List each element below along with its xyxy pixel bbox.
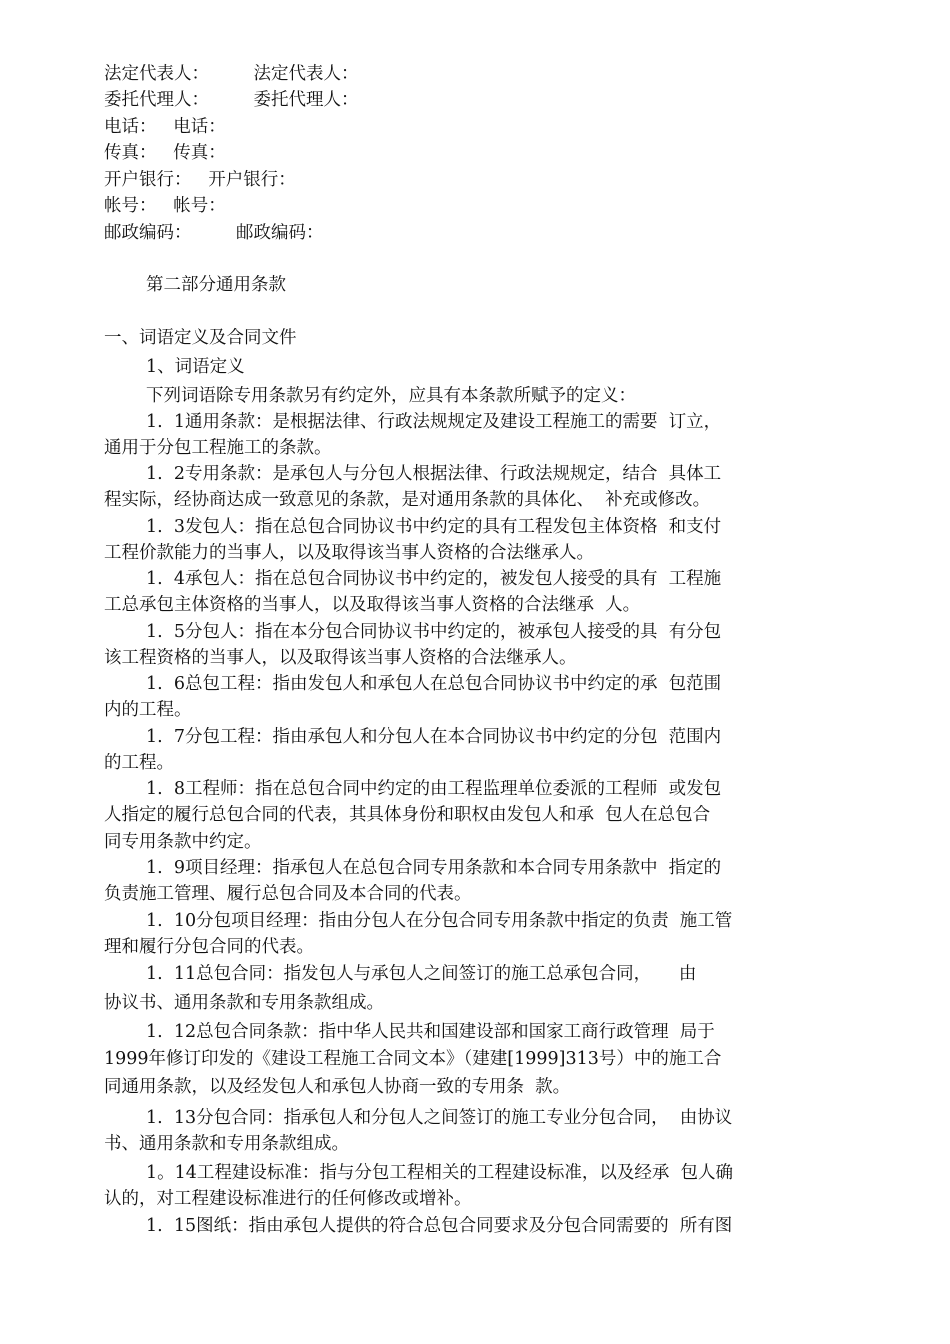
field-account: 帐号： 帐号： <box>104 196 226 216</box>
field-postcode: 邮政编码： 邮政编码： <box>104 223 324 243</box>
definition-11-line1: 1. 11总包合同：指发包人与承包人之间签订的施工总承包合同， 由 <box>146 964 697 984</box>
definition-8-line2: 人指定的履行总包合同的代表，其具体身份和职权由发包人和承 包人在总包合 <box>104 805 711 825</box>
definition-12-line3: 同通用条款，以及经发包人和承包人协商一致的专用条 款。 <box>104 1077 571 1097</box>
definition-8-line1: 1. 8工程师：指在总包合同中约定的由工程监理单位委派的工程师 或发包 <box>146 779 722 799</box>
definition-4-line2: 工总承包主体资格的当事人，以及取得该当事人资格的合法继承 人。 <box>104 595 641 615</box>
field-bank: 开户银行： 开户银行： <box>104 170 296 190</box>
definitions-intro: 下列词语除专用条款另有约定外，应具有本条款所赋予的定义： <box>146 386 636 406</box>
section-title: 一、词语定义及合同文件 <box>104 328 297 348</box>
definition-9-line2: 负责施工管理、履行总包合同及本合同的代表。 <box>104 884 472 904</box>
definition-6-line2: 内的工程。 <box>104 700 192 720</box>
definition-6-line1: 1. 6总包工程：指由发包人和承包人在总包合同协议书中约定的承 包范围 <box>146 674 722 694</box>
definition-3-line1: 1. 3发包人：指在总包合同协议书中约定的具有工程发包主体资格 和支付 <box>146 517 722 537</box>
definition-13-line1: 1. 13分包合同：指承包人和分包人之间签订的施工专业分包合同， 由协议 <box>146 1108 733 1128</box>
definition-15-line1: 1. 15图纸：指由承包人提供的符合总包合同要求及分包合同需要的 所有图 <box>146 1216 733 1236</box>
part-title: 第二部分通用条款 <box>146 275 286 295</box>
definition-10-line1: 1. 10分包项目经理：指由分包人在分包合同专用条款中指定的负责 施工管 <box>146 911 733 931</box>
field-agent: 委托代理人： 委托代理人： <box>104 90 359 110</box>
definition-12-line1: 1. 12总包合同条款：指中华人民共和国建设部和国家工商行政管理 局于 <box>146 1022 715 1042</box>
definition-13-line2: 书、通用条款和专用条款组成。 <box>104 1134 349 1154</box>
field-phone: 电话： 电话： <box>104 117 226 137</box>
definition-10-line2: 理和履行分包合同的代表。 <box>104 937 314 957</box>
definition-9-line1: 1. 9项目经理：指承包人在总包合同专用条款和本合同专用条款中 指定的 <box>146 858 722 878</box>
definition-5-line1: 1. 5分包人：指在本分包合同协议书中约定的，被承包人接受的具 有分包 <box>146 622 722 642</box>
definition-1-line2: 通用于分包工程施工的条款。 <box>104 438 332 458</box>
definition-14-line2: 认的，对工程建设标准进行的任何修改或增补。 <box>104 1189 472 1209</box>
subsection-title: 1、词语定义 <box>146 357 245 377</box>
definition-7-line2: 的工程。 <box>104 753 174 773</box>
definition-2-line1: 1. 2专用条款：是承包人与分包人根据法律、行政法规规定，结合 具体工 <box>146 464 722 484</box>
definition-11-line2: 协议书、通用条款和专用条款组成。 <box>104 993 384 1013</box>
definition-4-line1: 1. 4承包人：指在总包合同协议书中约定的，被发包人接受的具有 工程施 <box>146 569 722 589</box>
definition-5-line2: 该工程资格的当事人，以及取得该当事人资格的合法继承人。 <box>104 648 577 668</box>
definition-14-line1: 1。14工程建设标准：指与分包工程相关的工程建设标准，以及经承 包人确 <box>146 1163 734 1183</box>
definition-1-line1: 1. 1通用条款：是根据法律、行政法规规定及建设工程施工的需要 订立， <box>146 412 722 432</box>
field-fax: 传真： 传真： <box>104 143 226 163</box>
definition-3-line2: 工程价款能力的当事人，以及取得该当事人资格的合法继承人。 <box>104 543 594 563</box>
definition-12-line2: 1999年修订印发的《建设工程施工合同文本》（建建[1999]313号）中的施工合 <box>104 1049 722 1069</box>
field-legal-rep: 法定代表人： 法定代表人： <box>104 64 359 84</box>
definition-7-line1: 1. 7分包工程：指由承包人和分包人在本合同协议书中约定的分包 范围内 <box>146 727 722 747</box>
definition-2-line2: 程实际，经协商达成一致意见的条款，是对通用条款的具体化、 补充或修改。 <box>104 490 711 510</box>
definition-8-line3: 同专用条款中约定。 <box>104 832 262 852</box>
